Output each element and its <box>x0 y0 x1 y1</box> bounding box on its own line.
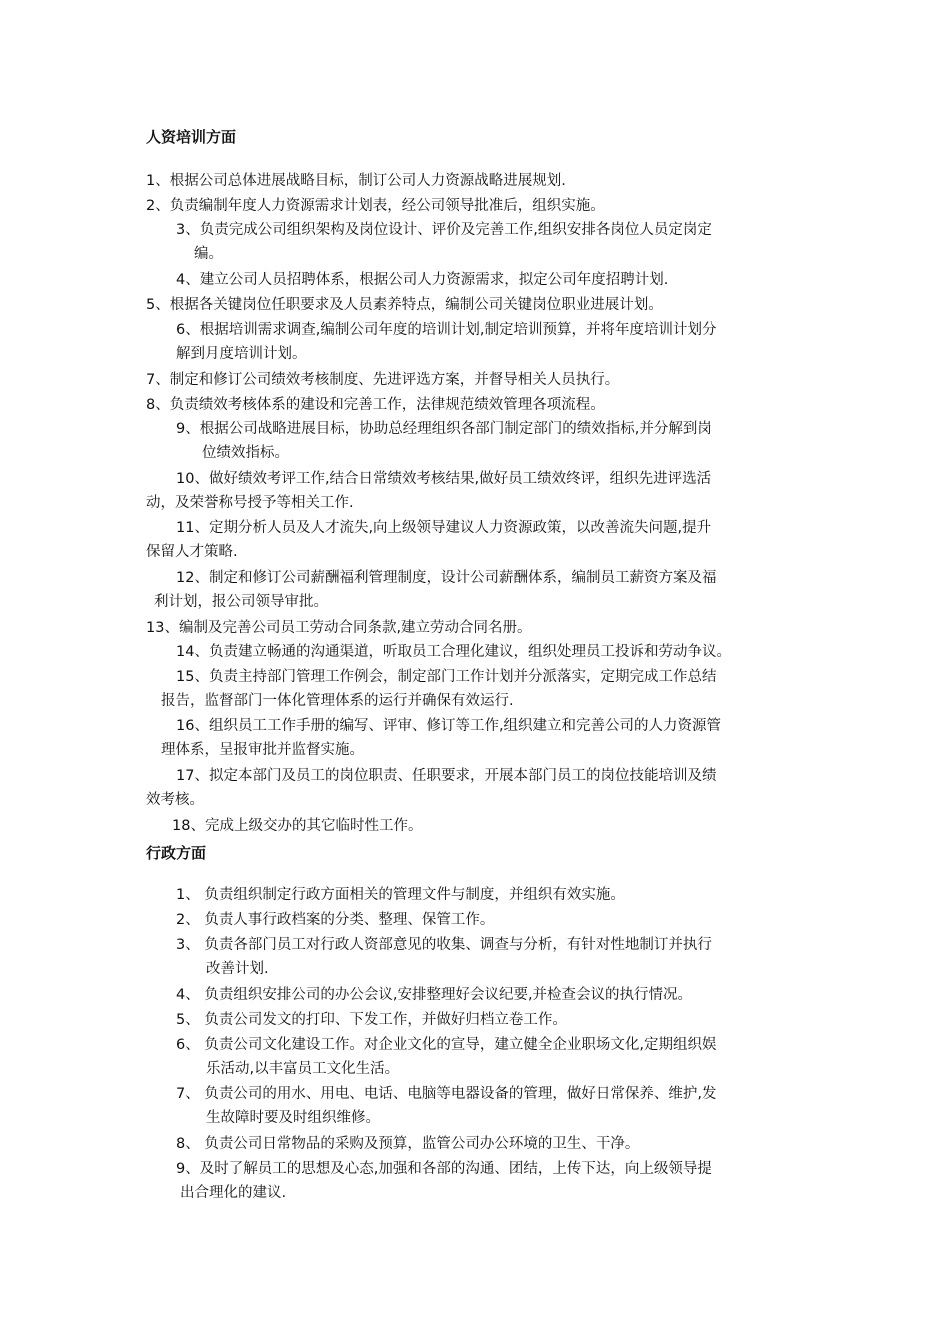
admin-item-6 <box>176 1033 716 1081</box>
hr-item-6 <box>176 318 716 366</box>
hr-item-10-line-2: 动，及荣誉称号授予等相关工作. <box>146 495 354 511</box>
admin-item-9-line-1: 9、及时了解员工的思想及心态,加强和各部的沟通、团结，上传下达，向上级领导提 <box>176 1161 712 1177</box>
hr-item-16-line-2: 理体系，呈报审批并监督实施。 <box>161 742 364 758</box>
hr-item-1-line-1: 1、根据公司总体进展战略目标，制订公司人力资源战略进展规划. <box>146 173 566 189</box>
admin-item-1 <box>176 883 625 907</box>
admin-item-8-line-1: 8、 负责公司日常物品的采购及预算，监管公司办公环境的卫生、干净。 <box>176 1136 640 1152</box>
hr-item-18-line-1: 18、完成上级交办的其它临时性工作。 <box>172 818 423 834</box>
hr-item-7 <box>146 368 619 392</box>
hr-item-5 <box>146 293 663 317</box>
hr-item-12 <box>146 566 716 614</box>
hr-item-13 <box>146 616 532 640</box>
admin-item-9-line-2: 出合理化的建议. <box>180 1185 287 1201</box>
admin-item-2 <box>176 908 494 932</box>
hr-item-16-line-1: 16、组织员工工作手册的编写、评审、修订等工作,组织建立和完善公司的人力资源管 <box>176 718 722 734</box>
admin-item-7 <box>176 1082 716 1130</box>
hr-item-9-line-1: 9、根据公司战略进展目标，协助总经理组织各部门制定部门的绩效指标,并分解到岗 <box>176 421 712 437</box>
hr-section-title: 人资培训方面 <box>146 128 237 146</box>
hr-item-6-line-1: 6、根据培训需求调查,编制公司年度的培训计划,制定培训预算，并将年度培训计划分 <box>176 322 717 338</box>
hr-item-3 <box>176 218 712 266</box>
admin-item-7-line-2: 生故障时要及时组织维修。 <box>206 1110 380 1126</box>
hr-item-9-line-2: 位绩效指标。 <box>202 445 289 461</box>
admin-item-4 <box>176 983 692 1007</box>
admin-item-5 <box>176 1008 567 1032</box>
admin-item-3-line-1: 3、 负责各部门员工对行政人资部意见的收集、调查与分析，有针对性地制订并执行 <box>176 937 712 953</box>
hr-item-17-line-2: 效考核。 <box>146 792 204 808</box>
hr-item-15-line-2: 报告，监督部门一体化管理体系的运行并确保有效运行. <box>161 693 514 709</box>
hr-item-5-line-1: 5、根据各关键岗位任职要求及人员素养特点，编制公司关键岗位职业进展计划。 <box>146 297 663 313</box>
admin-item-8 <box>176 1132 639 1156</box>
hr-item-2-line-1: 2、负责编制年度人力资源需求计划表，经公司领导批准后，组织实施。 <box>146 198 605 214</box>
admin-item-5-line-1: 5、 负责公司发文的打印、下发工作，并做好归档立卷工作。 <box>176 1012 567 1028</box>
hr-item-11-line-1: 11、定期分析人员及人才流失,向上级领导建议人力资源政策，以改善流失问题,提升 <box>176 520 712 536</box>
hr-item-15-line-1: 15、负责主持部门管理工作例会，制定部门工作计划并分派落实，定期完成工作总结 <box>176 669 717 685</box>
hr-item-7-line-1: 7、制定和修订公司绩效考核制度、先进评选方案，并督导相关人员执行。 <box>146 372 620 388</box>
hr-item-3-line-1: 3、负责完成公司组织架构及岗位设计、评价及完善工作,组织安排各岗位人员定岗定 <box>176 222 712 238</box>
hr-item-6-line-2: 解到月度培训计划。 <box>176 346 307 362</box>
admin-item-3-line-2: 改善计划. <box>206 961 269 977</box>
admin-section-title: 行政方面 <box>146 844 207 862</box>
admin-item-3 <box>176 933 712 981</box>
hr-item-18 <box>172 814 422 838</box>
hr-item-4-line-1: 4、建立公司人员招聘体系，根据公司人力资源需求，拟定公司年度招聘计划. <box>176 272 669 288</box>
hr-item-10-line-1: 10、做好绩效考评工作,结合日常绩效考核结果,做好员工绩效终评，组织先进评选活 <box>176 471 712 487</box>
hr-item-12-line-2: 利计划，报公司领导审批。 <box>154 594 328 610</box>
hr-item-11-line-2: 保留人才策略. <box>146 544 238 560</box>
hr-item-14-line-1: 14、负责建立畅通的沟通渠道，听取员工合理化建议，组织处理员工投诉和劳动争议。 <box>176 644 731 660</box>
hr-item-10 <box>146 467 711 515</box>
hr-item-12-line-1: 12、制定和修订公司薪酬福利管理制度，设计公司薪酬体系，编制员工薪资方案及福 <box>176 570 717 586</box>
hr-item-1 <box>146 169 566 193</box>
admin-item-1-line-1: 1、 负责组织制定行政方面相关的管理文件与制度，并组织有效实施。 <box>176 887 625 903</box>
hr-item-16 <box>146 714 721 762</box>
hr-item-8-line-1: 8、负责绩效考核体系的建设和完善工作，法律规范绩效管理各项流程。 <box>146 397 605 413</box>
hr-item-4 <box>176 268 668 292</box>
admin-item-6-line-1: 6、 负责公司文化建设工作。对企业文化的宣导，建立健全企业职场文化,定期组织娱 <box>176 1037 717 1053</box>
hr-item-3-line-2: 编。 <box>194 246 223 262</box>
hr-item-17 <box>146 764 716 812</box>
admin-item-6-line-2: 乐活动,以丰富员工文化生活。 <box>206 1061 400 1077</box>
hr-item-2 <box>146 194 605 218</box>
hr-item-13-line-1: 13、编制及完善公司员工劳动合同条款,建立劳动合同名册。 <box>146 620 532 636</box>
admin-item-7-line-1: 7、 负责公司的用水、用电、电话、电脑等电器设备的管理，做好日常保养、维护,发 <box>176 1086 717 1102</box>
hr-item-15 <box>146 665 716 713</box>
hr-item-11 <box>146 516 711 564</box>
admin-item-9 <box>176 1157 712 1205</box>
hr-item-17-line-1: 17、拟定本部门及员工的岗位职责、任职要求，开展本部门员工的岗位技能培训及绩 <box>176 768 717 784</box>
admin-item-4-line-1: 4、 负责组织安排公司的办公会议,安排整理好会议纪要,并检查会议的执行情况。 <box>176 987 693 1003</box>
admin-item-2-line-1: 2、 负责人事行政档案的分类、整理、保管工作。 <box>176 912 495 928</box>
hr-item-14 <box>176 640 731 664</box>
hr-item-8 <box>146 393 605 417</box>
hr-item-9 <box>176 417 712 465</box>
